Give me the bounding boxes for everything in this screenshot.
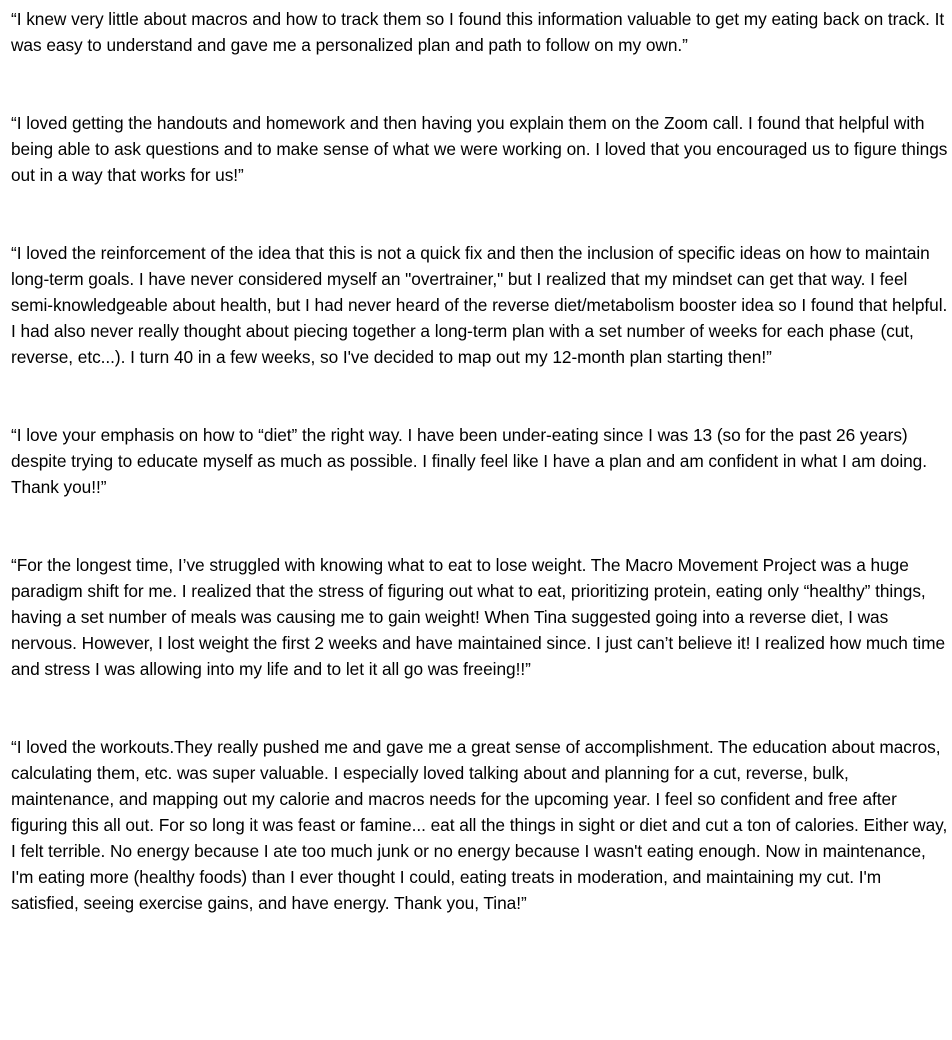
spacer — [11, 58, 948, 110]
spacer — [11, 188, 948, 240]
spacer — [11, 500, 948, 552]
testimonial-5: “For the longest time, I’ve struggled with knowing what to eat to lose weight. The Macro Movement Project was a huge paradigm shift for me. I realized that the stress of figuring out what to eat, prioritizing protein, eating only “healthy” things, having a set number of meals was causing me to gain weight! When Tina suggested going into a reverse diet, I was nervous. However, I lost weight the first 2 weeks and have maintained since. I just can’t believe it! I realized how much time and stress I was allowing into my life and to let it all go was freeing!!” — [11, 555, 946, 679]
testimonial-1: “I knew very little about macros and how to track them so I found this information valuable to get my eating back on track. It was easy to understand and gave me a personalized plan and path to follow on my own.” — [11, 9, 945, 55]
testimonial-4: “I love your emphasis on how to “diet” the right way. I have been under-eating since I was 13 (so for the past 26 years) despite trying to educate myself as much as possible. I finally feel like I have a plan and am confident in what I am doing. Thank you!!” — [11, 425, 927, 497]
testimonial-3: “I loved the reinforcement of the idea that this is not a quick fix and then the inclusion of specific ideas on how to maintain long-term goals. I have never considered myself an "overtrainer," but I realized that my mindset can get that way. I feel semi-knowledgeable about health, but I had never heard of the reverse diet/metabolism booster idea so I found that helpful. I had also never really thought about piecing together a long-term plan with a set number of weeks for each phase (cut, reverse, etc...). I turn 40 in a few weeks, so I've decided to map out my 12-month plan starting then!” — [11, 243, 948, 367]
spacer — [11, 370, 948, 422]
testimonial-2: “I loved getting the handouts and homework and then having you explain them on the Zoom call. I found that helpful with being able to ask questions and to make sense of what we were working on. I loved that you encouraged us to figure things out in a way that works for us!” — [11, 113, 948, 185]
testimonial-6: “I loved the workouts.They really pushed me and gave me a great sense of accomplishment. The education about macros, calculating them, etc. was super valuable. I especially loved talking about and planning for a cut, reverse, bulk, maintenance, and mapping out my calorie and macros needs for the upcoming year. I feel so confident and free after figuring this all out. For so long it was feast or famine... eat all the things in sight or diet and cut a ton of calories. Either way, I felt terrible. No energy because I ate too much junk or no energy because I wasn't eating enough. Now in maintenance, I'm eating more (healthy foods) than I ever thought I could, eating treats in moderation, and maintaining my cut. I'm satisfied, seeing exercise gains, and have energy. Thank you, Tina!” — [11, 737, 948, 913]
spacer — [11, 682, 948, 734]
